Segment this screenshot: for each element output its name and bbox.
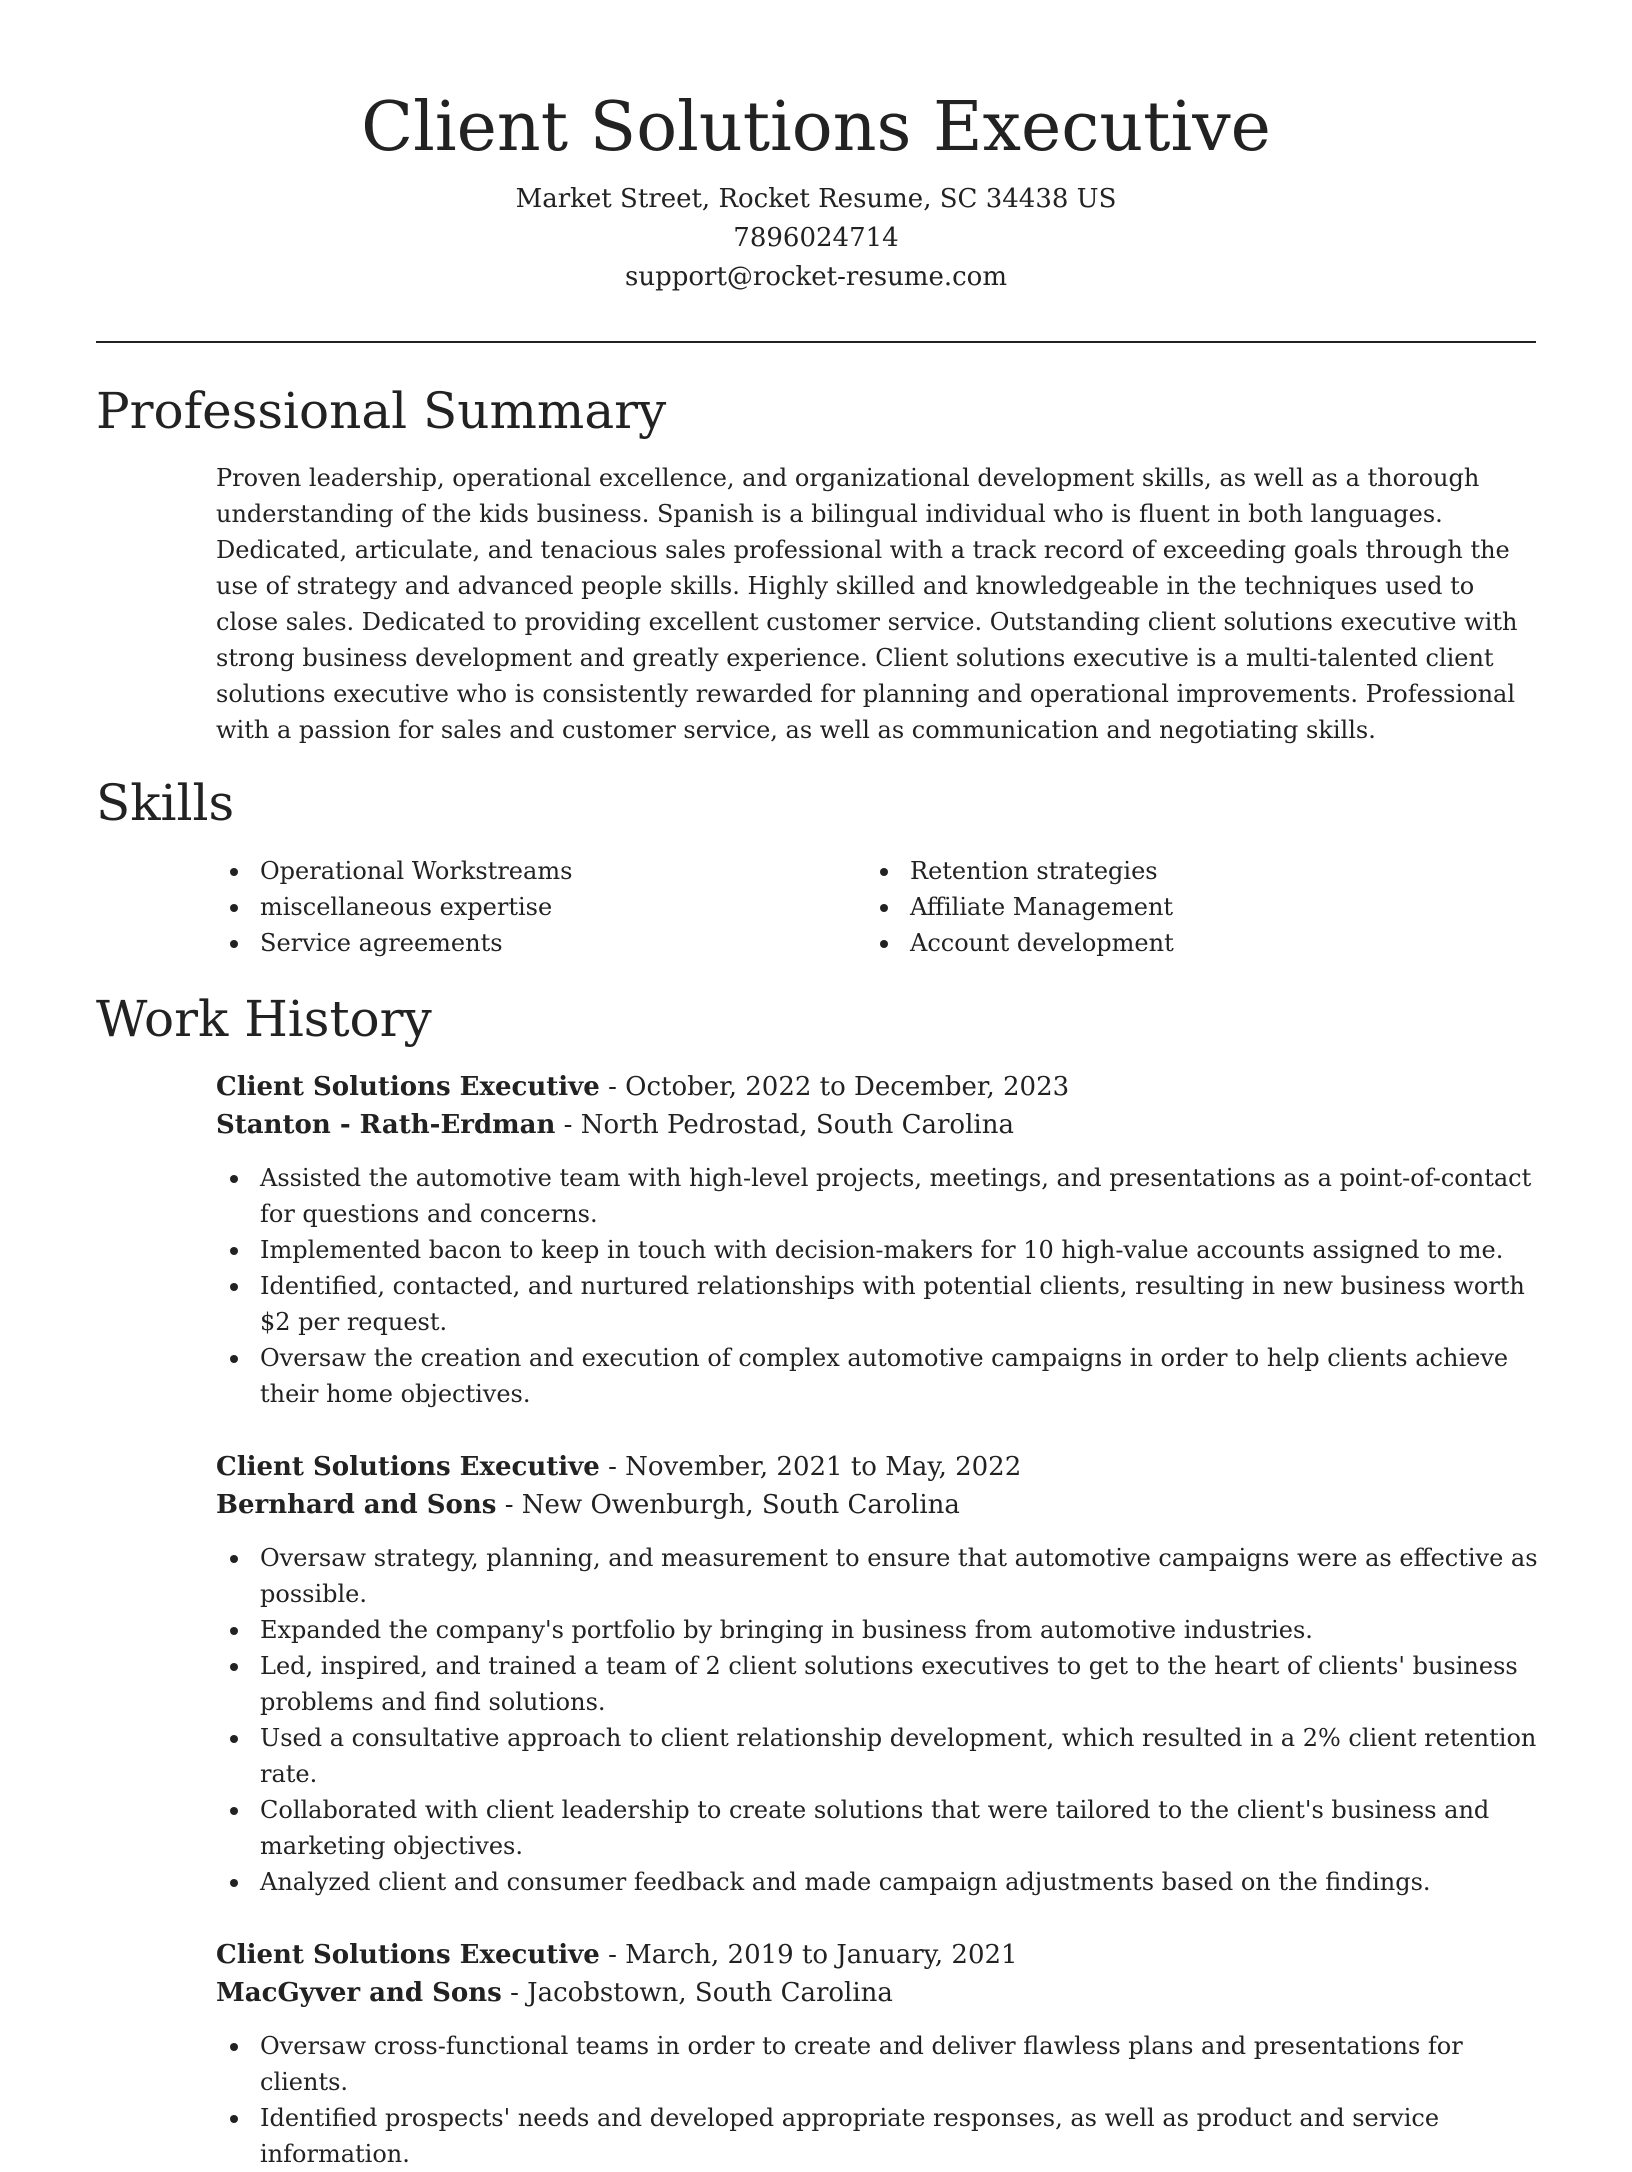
skill-item: Affiliate Management [866,889,1516,925]
job-bullet: Assisted the automotive team with high-level projects, meetings, and presentations as a point-of-contact for questions and concerns. [216,1160,1541,1232]
skill-item: miscellaneous expertise [216,889,866,925]
skills-list [216,853,1541,961]
job-bullet: Implemented bacon to keep in touch with decision-makers for 10 high-value accounts assigned to me. [216,1232,1541,1268]
job-role: Client Solutions Executive [216,1452,600,1482]
contact-email: support@rocket-resume.com [624,262,1007,292]
job-company: MacGyver and Sons [216,1978,502,2008]
job-bullet: Oversaw strategy, planning, and measurement to ensure that automotive campaigns were as effective as possible. [216,1540,1541,1612]
job-company: Stanton - Rath-Erdman [216,1110,556,1140]
skills-column-right [866,853,1516,961]
job-company-line [216,1106,1541,1144]
job-entry [216,1936,1541,2172]
job-title-line [216,1936,1541,1974]
summary-text: Proven leadership, operational excellence, and organizational development skills, as well as a thorough understanding of the kids business. Spanish is a bilingual individual who is fluent in both languages. Dedicated, articulate, and tenacious sales professional with a track record of exceeding goals through the use of strategy and advanced people skills. Highly skilled and knowledgeable in the techniques used to close sales. Dedicated to providing excellent customer service. Outstanding client solutions executive with strong business development and greatly experience. Client solutions executive is a multi-talented client solutions executive who is consistently rewarded for planning and operational improvements. Professional with a passion for sales and customer service, as well as communication and negotiating skills. [216,464,1518,744]
job-bullets [216,1160,1541,1412]
job-role: Client Solutions Executive [216,1072,600,1102]
header-divider [96,341,1536,343]
skills-heading: Skills [96,774,235,832]
skill-item: Operational Workstreams [216,853,866,889]
job-company: Bernhard and Sons [216,1490,497,1520]
job-location: Jacobstown, South Carolina [527,1978,893,2008]
separator: - [599,1072,626,1102]
skills-column-left [216,853,866,961]
summary-heading: Professional Summary [96,382,667,440]
resume-header [0,0,1632,297]
work-history-heading: Work History [96,990,432,1048]
job-bullet: Collaborated with client leadership to create solutions that were tailored to the client's business and marketing objectives. [216,1792,1541,1864]
job-bullet: Identified prospects' needs and developed appropriate responses, as well as product and service information. [216,2100,1541,2172]
job-bullet: Expanded the company's portfolio by bringing in business from automotive industries. [216,1612,1541,1648]
job-dates: November, 2021 to May, 2022 [625,1452,1022,1482]
job-entry [216,1068,1541,1412]
contact-address: Market Street, Rocket Resume, SC 34438 US [515,184,1117,214]
job-role: Client Solutions Executive [216,1940,600,1970]
separator: - [496,1490,522,1520]
job-location: North Pedrostad, South Carolina [580,1110,1014,1140]
job-dates: March, 2019 to January, 2021 [625,1940,1018,1970]
skill-item: Service agreements [216,925,866,961]
skill-item: Account development [866,925,1516,961]
job-title-line [216,1448,1541,1486]
job-dates: October, 2022 to December, 2023 [625,1072,1070,1102]
job-bullet: Oversaw cross-functional teams in order to create and deliver flawless plans and presentations for clients. [216,2028,1541,2100]
contact-info [0,180,1632,297]
job-bullets [216,2028,1541,2172]
skill-item: Retention strategies [866,853,1516,889]
contact-phone: 7896024714 [733,223,899,253]
separator: - [555,1110,581,1140]
job-bullet: Used a consultative approach to client relationship development, which resulted in a 2% client retention rate. [216,1720,1541,1792]
job-company-line [216,1974,1541,2012]
job-location: New Owenburgh, South Carolina [521,1490,960,1520]
job-company-line [216,1486,1541,1524]
job-bullet: Led, inspired, and trained a team of 2 client solutions executives to get to the heart of clients' business problems and find solutions. [216,1648,1541,1720]
job-title-line [216,1068,1541,1106]
separator: - [501,1978,528,2008]
job-bullet: Identified, contacted, and nurtured relationships with potential clients, resulting in new business worth $2 per request. [216,1268,1541,1340]
separator: - [599,1940,626,1970]
job-bullet: Oversaw the creation and execution of complex automotive campaigns in order to help clients achieve their home objectives. [216,1340,1541,1412]
job-bullet: Analyzed client and consumer feedback and made campaign adjustments based on the findings. [216,1864,1541,1900]
job-entry [216,1448,1541,1900]
job-bullets [216,1540,1541,1900]
separator: - [599,1452,626,1482]
candidate-title: Client Solutions Executive [361,88,1271,167]
